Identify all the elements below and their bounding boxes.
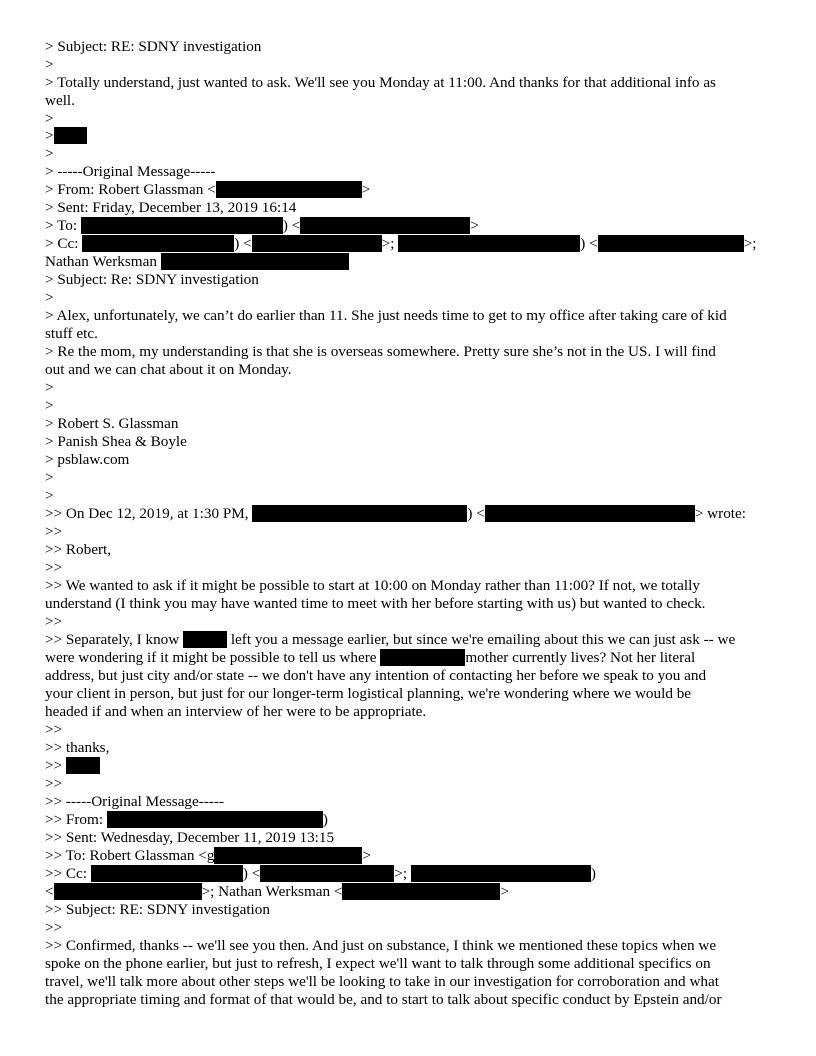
- text-line: >> -----Original Message-----: [45, 793, 225, 810]
- text-line: >: [45, 487, 54, 504]
- text-line: out and we can chat about it on Monday.: [45, 361, 292, 378]
- text-line: address, but just city and/or state -- we don't have any intention of contacting her before we speak to you and: [45, 667, 707, 684]
- redaction: [216, 181, 362, 198]
- redaction: [380, 649, 465, 666]
- redaction: [81, 217, 283, 234]
- text-line: < >; Nathan Werksman < >: [45, 883, 510, 900]
- text-line: >> Separately, I know left you a message earlier, but since we're emailing about this we can just ask -- we: [45, 631, 736, 648]
- text-line: >: [45, 379, 54, 396]
- text-line: >> thanks,: [45, 739, 110, 756]
- text-line: the appropriate timing and format of that would be, and to start to talk about specific conduct by Epstein and/or: [45, 991, 722, 1008]
- text-line: >> To: Robert Glassman <g >: [45, 847, 372, 864]
- text-line: >: [45, 145, 54, 162]
- redaction: [398, 235, 580, 252]
- redaction: [411, 865, 591, 882]
- text-line: were wondering if it might be possible to tell us where mother currently lives? Not her literal: [45, 649, 696, 666]
- text-line: > To: ) < >: [45, 217, 479, 234]
- text-line: >> We wanted to ask if it might be possible to start at 10:00 on Monday rather than 11:00? If not, we totally: [45, 577, 700, 594]
- text-line: > Subject: Re: SDNY investigation: [45, 271, 259, 288]
- redaction: [107, 811, 323, 828]
- redaction: [161, 253, 349, 270]
- text-line: > psblaw.com: [45, 451, 130, 468]
- text-line: >> Robert,: [45, 541, 112, 558]
- redaction: [82, 235, 234, 252]
- text-line: travel, we'll talk more about other steps we'll be looking to take in our investigation for corroboration and what: [45, 973, 719, 990]
- redaction: [66, 757, 100, 774]
- text-line: > Cc: ) < >; ) < >;: [45, 235, 757, 252]
- text-line: > Re the mom, my understanding is that she is overseas somewhere. Pretty sure she’s not in the US. I will find: [45, 343, 716, 360]
- text-line: >>: [45, 559, 63, 576]
- text-line: well.: [45, 92, 75, 109]
- redaction: [183, 631, 227, 648]
- text-line: >>: [45, 523, 63, 540]
- text-line: >>: [45, 775, 63, 792]
- text-line: >> Cc: ) < >; ): [45, 865, 596, 882]
- text-line: >> Confirmed, thanks -- we'll see you then. And just on substance, I think we mentioned these topics when we: [45, 937, 717, 954]
- text-line: >> Sent: Wednesday, December 11, 2019 13:15: [45, 829, 335, 846]
- text-line: >: [45, 469, 54, 486]
- text-line: > Sent: Friday, December 13, 2019 16:14: [45, 199, 297, 216]
- redaction: [91, 865, 243, 882]
- redaction: [214, 847, 362, 864]
- redaction: [54, 883, 202, 900]
- redaction: [252, 235, 382, 252]
- redaction: [342, 883, 500, 900]
- text-line: >>: [45, 919, 63, 936]
- redaction: [598, 235, 744, 252]
- text-line: >: [45, 110, 54, 127]
- text-line: headed if and when an interview of her were to be appropriate.: [45, 703, 427, 720]
- text-line: spoke on the phone earlier, but just to refresh, I expect we'll want to talk through some additional specifics on: [45, 955, 711, 972]
- text-line: > -----Original Message-----: [45, 163, 216, 180]
- text-line: > Totally understand, just wanted to ask. We'll see you Monday at 11:00. And thanks for that additional info as: [45, 74, 716, 91]
- text-line: >: [45, 56, 54, 73]
- redaction: [252, 505, 467, 522]
- text-line: >>: [45, 613, 63, 630]
- redaction: [260, 865, 394, 882]
- text-line: >> On Dec 12, 2019, at 1:30 PM, ) < > wrote:: [45, 505, 746, 522]
- text-line: > From: Robert Glassman < >: [45, 181, 371, 198]
- redaction: [54, 127, 87, 144]
- text-line: >>: [45, 721, 63, 738]
- text-line: your client in person, but just for our longer-term logistical planning, we're wondering where we would be: [45, 685, 692, 702]
- redaction: [300, 217, 470, 234]
- text-line: >> Subject: RE: SDNY investigation: [45, 901, 270, 918]
- text-line: stuff etc.: [45, 325, 98, 342]
- text-line: >: [45, 397, 54, 414]
- text-line: > Panish Shea & Boyle: [45, 433, 187, 450]
- text-line: > Robert S. Glassman: [45, 415, 179, 432]
- redaction: [485, 505, 695, 522]
- text-line: > Alex, unfortunately, we can’t do earlier than 11. She just needs time to get to my office after taking care of kid: [45, 307, 727, 324]
- text-line: >> From: ): [45, 811, 328, 828]
- text-line: understand (I think you may have wanted time to meet with her before starting with us) but wanted to check.: [45, 595, 706, 612]
- text-line: > Subject: RE: SDNY investigation: [45, 38, 262, 55]
- text-line: >: [45, 127, 775, 145]
- text-line: Nathan Werksman: [45, 253, 775, 271]
- text-line: >: [45, 289, 54, 306]
- text-line: >>: [45, 757, 775, 775]
